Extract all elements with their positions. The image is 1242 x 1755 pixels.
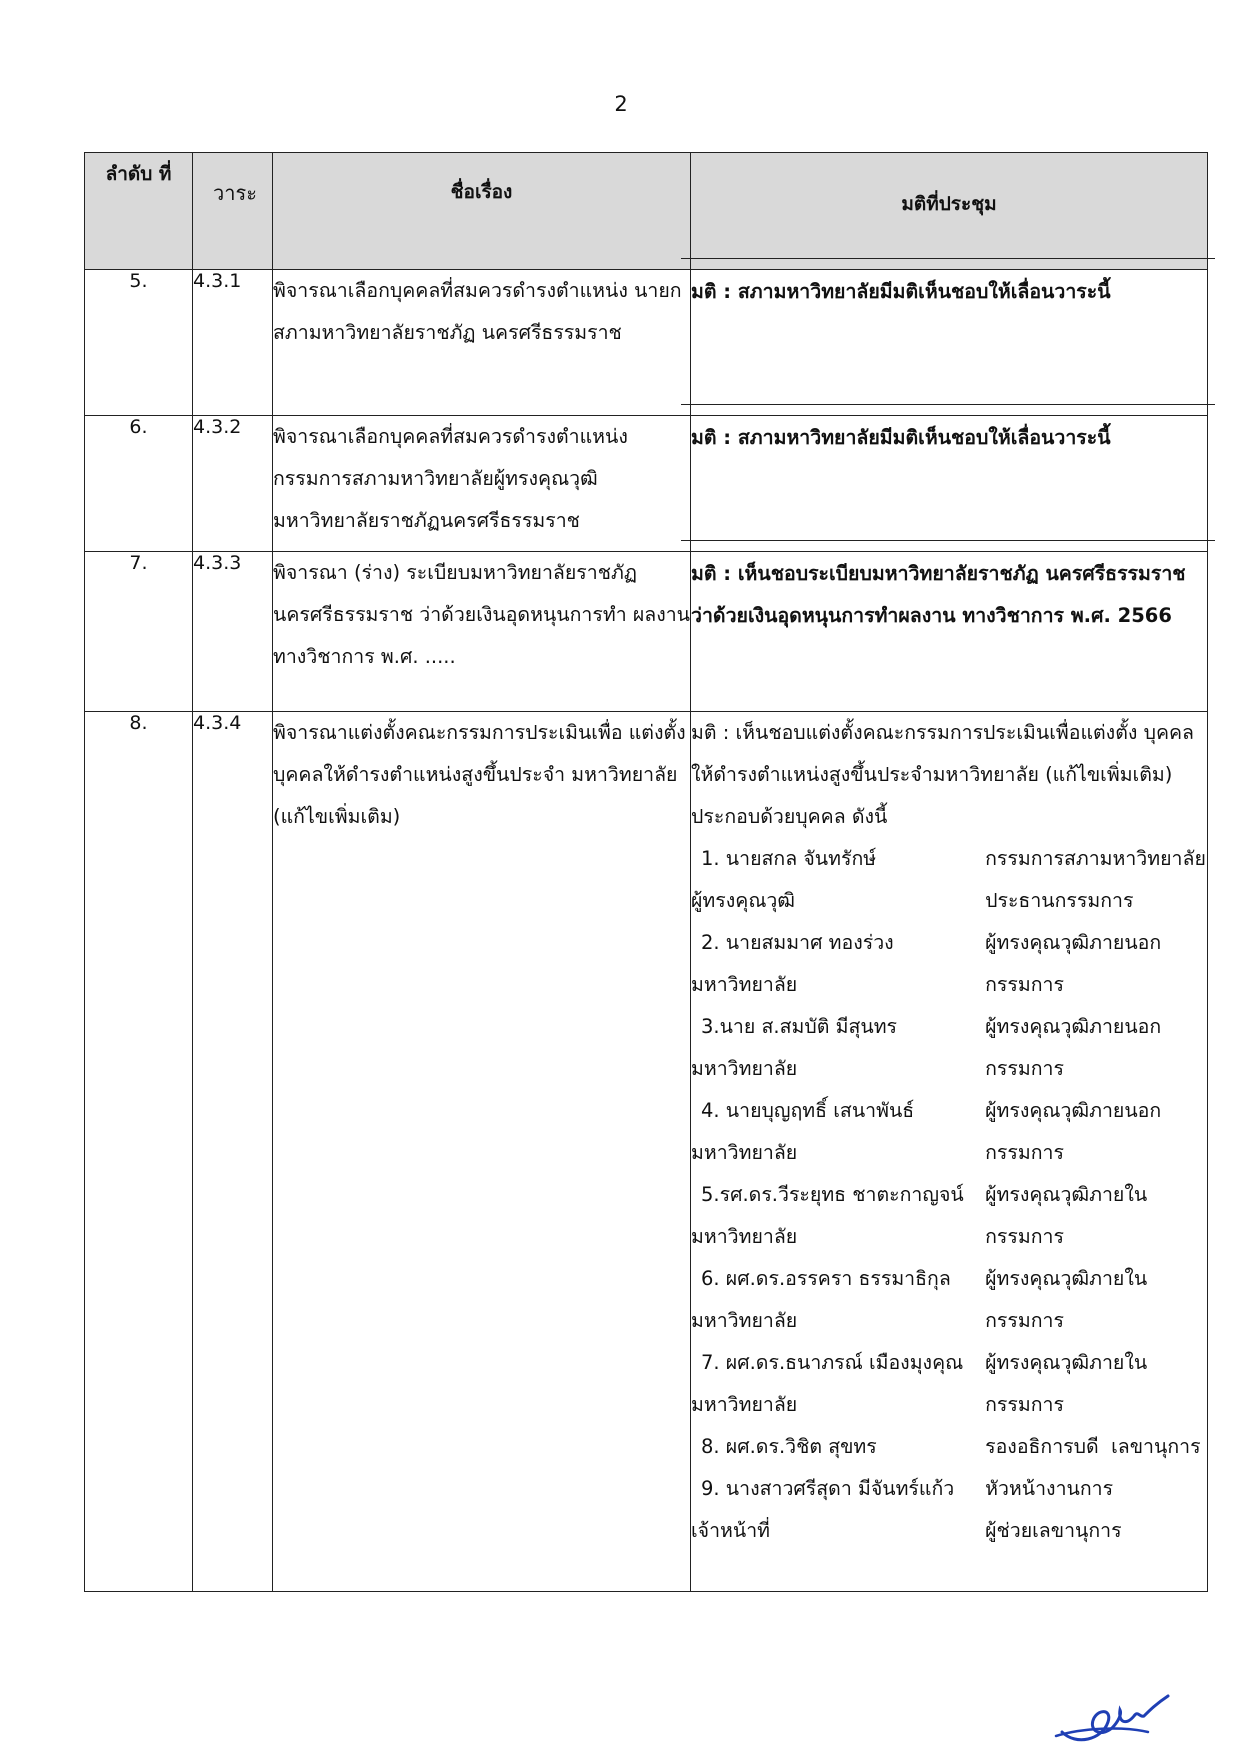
member-role: กรรมการ	[985, 1057, 1064, 1080]
header-resolution: มติที่ประชุม	[691, 153, 1208, 270]
member-name: 3.นาย ส.สมบัติ มีสุนทร	[701, 1015, 898, 1038]
member-position: ผู้ทรงคุณวุฒิภายใน	[985, 1183, 1148, 1206]
resolution-text: มติ : สภามหาวิทยาลัยมีมติเห็นชอบให้เลื่อนวาระนี้	[681, 404, 1215, 459]
member-position: กรรมการสภามหาวิทยาลัย	[985, 847, 1206, 870]
member-position: ผู้ทรงคุณวุฒิภายนอก	[985, 931, 1162, 954]
member-name-cont: มหาวิทยาลัย	[691, 1393, 798, 1416]
member-position: ผู้ทรงคุณวุฒิภายใน	[985, 1351, 1148, 1374]
header-subject: ชื่อเรื่อง	[273, 153, 691, 270]
member-item	[691, 1426, 1207, 1468]
member-list	[691, 838, 1207, 1552]
resolution-text: มติ : สภามหาวิทยาลัยมีมติเห็นชอบให้เลื่อนวาระนี้	[681, 258, 1215, 313]
member-item	[691, 922, 1207, 1006]
row-order: 6.	[85, 416, 193, 552]
member-name-cont: มหาวิทยาลัย	[691, 1057, 798, 1080]
header-agenda: วาระ	[193, 153, 273, 270]
row-agenda: 4.3.2	[193, 416, 273, 552]
minutes-table	[84, 152, 1208, 1592]
member-name: 9. นางสาวศรีสุดา มีจันทร์แก้ว	[701, 1477, 955, 1500]
member-role: ประธานกรรมการ	[985, 889, 1134, 912]
row-order: 7.	[85, 552, 193, 712]
row-resolution	[691, 552, 1208, 712]
member-name-cont: ผู้ทรงคุณวุฒิ	[691, 889, 795, 912]
row-resolution	[691, 270, 1208, 416]
member-name-cont: มหาวิทยาลัย	[691, 1225, 798, 1248]
table-header-row	[85, 153, 1208, 270]
row-subject: พิจารณาเลือกบุคคลที่สมควรดำรงตำแหน่ง นายกสภามหาวิทยาลัยราชภัฏ นครศรีธรรมราช	[273, 270, 691, 416]
member-name: 4. นายบุญฤทธิ์ เสนาพันธ์	[701, 1099, 915, 1122]
row-agenda: 4.3.1	[193, 270, 273, 416]
page-number: 2	[614, 92, 628, 116]
member-name-cont: มหาวิทยาลัย	[691, 973, 798, 996]
member-role: กรรมการ	[985, 973, 1064, 996]
member-role: กรรมการ	[985, 1141, 1064, 1164]
member-name: 8. ผศ.ดร.วิชิต สุขทร	[701, 1435, 877, 1458]
row-subject: พิจารณาแต่งตั้งคณะกรรมการประเมินเพื่อ แต่งตั้งบุคคลให้ดำรงตำแหน่งสูงขึ้นประจำ มหาวิทยาลัย (แก้ไขเพิ่มเติม)	[273, 712, 691, 1592]
row-order: 8.	[85, 712, 193, 1592]
member-role: กรรมการ	[985, 1309, 1064, 1332]
row-agenda: 4.3.4	[193, 712, 273, 1592]
member-position: หัวหน้างานการ	[985, 1477, 1114, 1500]
member-name: 1. นายสกล จันทรักษ์	[701, 847, 877, 870]
table-row	[85, 552, 1208, 712]
row-subject: พิจารณาเลือกบุคคลที่สมควรดำรงตำแหน่ง กรรมการสภามหาวิทยาลัยผู้ทรงคุณวุฒิ มหาวิทยาลัยราชภัฏนครศรีธรรมราช	[273, 416, 691, 552]
member-position	[985, 1426, 1207, 1468]
member-name-cont: มหาวิทยาลัย	[691, 1309, 798, 1332]
row-agenda: 4.3.3	[193, 552, 273, 712]
member-name: 5.รศ.ดร.วีระยุทธ ชาตะกาญจน์	[701, 1183, 964, 1206]
member-position-text: รองอธิการบดี	[985, 1435, 1099, 1458]
member-item	[691, 1006, 1207, 1090]
member-name: 2. นายสมมาศ ทองร่วง	[701, 931, 894, 954]
row-order: 5.	[85, 270, 193, 416]
member-position: ผู้ทรงคุณวุฒิภายนอก	[985, 1099, 1162, 1122]
member-name-cont: มหาวิทยาลัย	[691, 1141, 798, 1164]
resolution-text: มติ : เห็นชอบแต่งตั้งคณะกรรมการประเมินเพื่อแต่งตั้ง บุคคลให้ดำรงตำแหน่งสูงขึ้นประจำมหาวิทยาลัย (แก้ไขเพิ่มเติม) ประกอบด้วยบุคคล ดังนี้	[691, 721, 1195, 828]
member-role: กรรมการ	[985, 1393, 1064, 1416]
member-position: ผู้ทรงคุณวุฒิภายใน	[985, 1267, 1148, 1290]
member-item	[691, 1468, 1207, 1552]
table-row	[85, 416, 1208, 552]
row-subject: พิจารณา (ร่าง) ระเบียบมหาวิทยาลัยราชภัฏ นครศรีธรรมราช ว่าด้วยเงินอุดหนุนการทำ ผลงานทางวิชาการ พ.ศ. .....	[273, 552, 691, 712]
member-role: เลขานุการ	[1111, 1435, 1201, 1458]
member-position: ผู้ทรงคุณวุฒิภายนอก	[985, 1015, 1162, 1038]
table-row	[85, 270, 1208, 416]
resolution-text: มติ : เห็นชอบระเบียบมหาวิทยาลัยราชภัฏ นครศรีธรรมราช ว่าด้วยเงินอุดหนุนการทำผลงาน ทางวิชาการ พ.ศ. 2566	[681, 540, 1215, 637]
member-role: ผู้ช่วยเลขานุการ	[985, 1519, 1122, 1542]
row-resolution	[691, 712, 1208, 1592]
row-resolution	[691, 416, 1208, 552]
member-item	[691, 1258, 1207, 1342]
member-name: 6. ผศ.ดร.อรรครา ธรรมาธิกุล	[701, 1267, 951, 1290]
member-item	[691, 838, 1207, 922]
member-item	[691, 1342, 1207, 1426]
member-item	[691, 1174, 1207, 1258]
signature-mark	[1052, 1688, 1182, 1748]
header-order: ลำดับ ที่	[85, 153, 193, 270]
member-name-cont: เจ้าหน้าที่	[691, 1519, 771, 1542]
member-name: 7. ผศ.ดร.ธนาภรณ์ เมืองมุงคุณ	[701, 1351, 964, 1374]
member-item	[691, 1090, 1207, 1174]
table-row	[85, 712, 1208, 1592]
member-role: กรรมการ	[985, 1225, 1064, 1248]
